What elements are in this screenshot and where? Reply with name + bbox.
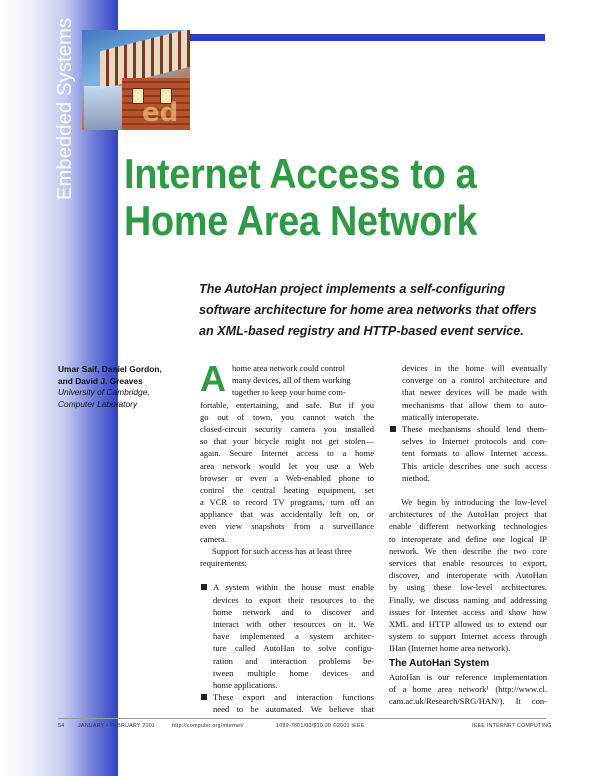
body-column-1 [200, 358, 374, 715]
text-line: devices in the home will eventually [402, 363, 547, 373]
text-line: services that enable resources to export, [389, 558, 547, 568]
spacer [389, 484, 547, 496]
text-line: even view snapshots from a surveillance [200, 521, 374, 532]
text-line: need to be automated. We believe that [213, 704, 374, 715]
text-line: These export and interaction functions [213, 692, 374, 703]
text-line: cam.ac.uk/Research/SRG/HAN/). It con- [389, 695, 547, 706]
text-line: AutoHan is our reference implementation [389, 671, 547, 682]
text-line: Support for such access has at least three [212, 545, 352, 556]
bullet-item [389, 423, 547, 484]
text-line: matically interoperate. [402, 411, 479, 422]
issue-date: JANUARY • FEBRUARY 2001 [78, 723, 156, 729]
text-line: area network would let you use a Web [200, 460, 374, 471]
author-names: Umar Saif, Daniel Gordon, [58, 364, 162, 374]
text-line: This article describes one such access [402, 460, 547, 471]
square-bullet-icon [201, 694, 207, 700]
deck-line: The AutoHan project implements a self-configuring [199, 282, 506, 296]
title-line: Home Area Network [124, 197, 478, 244]
footer-url[interactable]: http://computer.org/internet/ [172, 723, 244, 729]
text-line: architectures of the AutoHan project that [389, 509, 547, 520]
text-line: fortable, entertaining, and safe. But if you [200, 399, 374, 410]
text-line: home area network could control [232, 363, 345, 373]
text-line: browser or even a Web-enabled phone to [200, 472, 374, 483]
text-line: ration and interaction problems be- [213, 655, 374, 666]
text-line: discover, and interoperate with AutoHan [389, 570, 547, 581]
text-line: of a home area network¹ (http://www.cl. [389, 683, 547, 694]
text-line: These mechanisms should lend them- [402, 423, 547, 434]
sky-panel [84, 86, 122, 130]
author-affiliation: Computer Laboratory [58, 398, 138, 409]
text-line: have implemented a system architec- [213, 631, 374, 642]
text-line: converge on a control architecture and [402, 375, 547, 386]
text-line: devices to export their resources to the [213, 594, 374, 605]
text-line: by using these low-level architectures. [389, 582, 547, 593]
article-title [124, 150, 520, 244]
text-line: method. [402, 472, 430, 483]
text-line: that newer devices will be made with [402, 387, 547, 398]
bullet-continuation [389, 362, 547, 423]
text-line: interact with other resources on it. We [213, 618, 374, 629]
author-names: and David J. Greaves [58, 375, 143, 386]
spacer [200, 569, 374, 581]
page-number: 54 [58, 723, 65, 729]
text-line: so that your bicycle might not get stolen— [200, 436, 374, 447]
text-line: closed-circuit security camera you installed [200, 423, 374, 434]
photo-overlay-mark: ed [142, 98, 179, 128]
section-label: Embedded Systems [54, 17, 76, 200]
text-line: Finally, we discuss naming and addressing [389, 594, 547, 605]
magazine-name: IEEE INTERNET COMPUTING [472, 723, 552, 729]
square-bullet-icon [201, 584, 207, 590]
text-line: system to support Internet access through [389, 631, 547, 642]
footer-rule [58, 718, 546, 719]
footer-code: 1089-7801/00/$10.00 ©2001 IEEE [276, 723, 365, 729]
text-line: IHan (Internet home area network). [389, 643, 511, 654]
text-line: enable different networking technologies [389, 521, 547, 532]
text-line: We begin by introducing the low-level [401, 497, 547, 508]
author-affiliation: University of Cambridge, [58, 387, 150, 397]
text-line: control the central heating equipment, set [200, 484, 374, 495]
text-line: mechanisms that allow them to auto- [402, 399, 547, 410]
text-line: to interoperate and define one logical IP [389, 533, 547, 544]
text-line: selves to Internet protocols and con- [402, 436, 547, 447]
section-heading: The AutoHan System [389, 657, 490, 669]
body-column-2 [389, 362, 547, 707]
house-photo [82, 30, 190, 130]
drop-cap: A [200, 358, 226, 399]
text-line: tween multiple home devices and [213, 667, 374, 678]
title-line: Internet Access to a [124, 150, 477, 197]
article-deck [199, 279, 544, 342]
author-block [58, 364, 190, 410]
text-line: many devices, all of them working [232, 375, 351, 386]
text-line: tent formats to allow Internet access. [402, 448, 547, 459]
deck-line: software architecture for home area networks that offers [199, 303, 537, 317]
text-line: go out of town, you cannot watch the [200, 411, 374, 422]
bullet-item [200, 691, 374, 715]
text-line: A system within the house must enable [213, 582, 374, 593]
text-line: a VCR to record TV programs, turn off an [200, 497, 374, 508]
text-line: camera. [200, 533, 227, 544]
text-line: issues for Internet access and show how [389, 606, 547, 617]
text-line: XML and HTTP allowed us to extend our [389, 618, 547, 629]
text-line: ture called AutoHan to solve configu- [213, 643, 374, 654]
bullet-item [200, 581, 374, 691]
text-line: again. Secure Internet access to a home [200, 448, 374, 459]
text-line: network. We then describe the two core [389, 545, 547, 556]
square-bullet-icon [390, 426, 396, 432]
text-line: home network and to discover and [213, 606, 374, 617]
text-line: appliance that was accidentally left on, or [200, 509, 374, 520]
text-line: home applications. [213, 679, 278, 690]
deck-line: an XML-based registry and HTTP-based event service. [199, 324, 524, 338]
text-line: requirements: [200, 558, 247, 568]
text-line: together to keep your home com- [232, 387, 346, 398]
